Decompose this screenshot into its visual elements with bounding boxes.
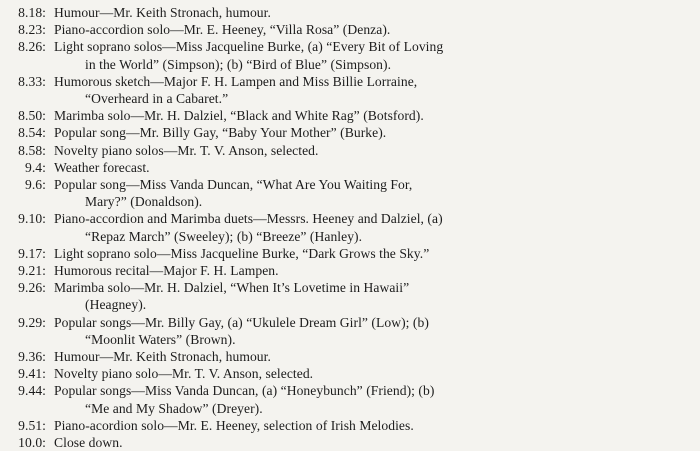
entry-time: 9.29: [18, 314, 46, 330]
schedule-entry [8, 348, 692, 365]
entry-line: Close down. [54, 435, 123, 451]
entry-description [54, 417, 692, 434]
entry-description [54, 279, 692, 313]
entry-description [54, 210, 692, 244]
entry-time: 9.26: [18, 280, 46, 296]
schedule-entry [8, 245, 692, 262]
entry-description [54, 365, 692, 382]
entry-line: Piano-accordion solo—Mr. E. Heeney, “Villa Rosa” (Denza). [54, 22, 391, 38]
entry-line: Piano-acordion solo—Mr. E. Heeney, selection of Irish Melodies. [54, 417, 414, 433]
schedule-entry [8, 21, 692, 38]
schedule-entry [8, 73, 692, 107]
schedule-entry [8, 4, 692, 21]
schedule-entry [8, 176, 692, 210]
schedule-entry [8, 210, 692, 244]
entry-line: Marimba solo—Mr. H. Dalziel, “Black and White Rag” (Botsford). [54, 108, 424, 124]
schedule-entry [8, 159, 692, 176]
entry-line: Novelty piano solo—Mr. T. V. Anson, selected. [54, 366, 314, 382]
entry-line: Popular songs—Mr. Billy Gay, (a) “Ukulele Dream Girl” (Low); (b) [54, 314, 429, 330]
entry-line: Humour—Mr. Keith Stronach, humour. [54, 349, 271, 365]
entry-continuation-line: Mary?” (Donaldson). [85, 194, 203, 210]
entry-time: 8.26: [18, 39, 46, 55]
schedule-entry [8, 434, 692, 451]
entry-description [54, 124, 692, 141]
entry-continuation-line: “Overheard in a Cabaret.” [85, 91, 229, 107]
entry-description [54, 434, 692, 451]
entry-description [54, 262, 692, 279]
entry-time: 9.6: [25, 177, 46, 193]
entry-continuation-line: “Moonlit Waters” (Brown). [85, 331, 236, 347]
entry-time: 8.50: [18, 108, 46, 124]
entry-line: Humorous recital—Major F. H. Lampen. [54, 263, 279, 279]
schedule-entry [8, 365, 692, 382]
entry-continuation-line: in the World” (Simpson); (b) “Bird of Blue” (Simpson). [85, 56, 392, 72]
entry-time: 9.36: [18, 349, 46, 365]
entry-description [54, 245, 692, 262]
entry-description [54, 73, 692, 107]
schedule-entry [8, 107, 692, 124]
entry-continuation-line: “Me and My Shadow” (Dreyer). [85, 400, 263, 416]
entry-description [54, 142, 692, 159]
entry-description [54, 107, 692, 124]
entry-time: 9.21: [18, 263, 46, 279]
entry-line: Popular song—Mr. Billy Gay, “Baby Your Mother” (Burke). [54, 125, 387, 141]
entry-description [54, 382, 692, 416]
entry-time: 9.44: [18, 383, 46, 399]
entry-line: Novelty piano solos—Mr. T. V. Anson, selected. [54, 142, 319, 158]
entry-time: 8.54: [18, 125, 46, 141]
schedule-entry [8, 262, 692, 279]
entry-time: 9.10: [18, 211, 46, 227]
entry-continuation-line: (Heagney). [85, 297, 147, 313]
entry-line: Humorous sketch—Major F. H. Lampen and Miss Billie Lorraine, [54, 73, 418, 89]
entry-time: 8.33: [18, 73, 46, 89]
entry-time: 9.17: [18, 245, 46, 261]
schedule-entry [8, 279, 692, 313]
entry-description [54, 38, 692, 72]
entry-description [54, 348, 692, 365]
entry-line: Popular songs—Miss Vanda Duncan, (a) “Honeybunch” (Friend); (b) [54, 383, 435, 399]
entry-time: 8.58: [18, 142, 46, 158]
entry-time: 9.4: [25, 159, 46, 175]
entry-time: 9.51: [18, 417, 46, 433]
schedule-entry [8, 314, 692, 348]
entry-description [54, 314, 692, 348]
schedule-entry [8, 382, 692, 416]
entry-description [54, 21, 692, 38]
entry-line: Marimba solo—Mr. H. Dalziel, “When It’s Lovetime in Hawaii” [54, 280, 410, 296]
schedule-entry [8, 142, 692, 159]
entry-time: 10.0: [18, 435, 46, 451]
program-schedule [8, 4, 692, 451]
schedule-entry [8, 38, 692, 72]
entry-line: Piano-accordion and Marimba duets—Messrs. Heeney and Dalziel, (a) [54, 211, 443, 227]
entry-line: Humour—Mr. Keith Stronach, humour. [54, 5, 271, 20]
entry-time: 8.18: [18, 5, 46, 20]
entry-line: Weather forecast. [54, 159, 150, 175]
schedule-entry [8, 124, 692, 141]
entry-time: 9.41: [18, 366, 46, 382]
entry-description [54, 159, 692, 176]
schedule-entry [8, 417, 692, 434]
entry-continuation-line: “Repaz March” (Sweeley); (b) “Breeze” (Hanley). [85, 228, 363, 244]
entry-description [54, 176, 692, 210]
entry-line: Popular song—Miss Vanda Duncan, “What Are You Waiting For, [54, 177, 413, 193]
entry-line: Light soprano solos—Miss Jacqueline Burke, (a) “Every Bit of Loving [54, 39, 444, 55]
entry-time: 8.23: [18, 22, 46, 38]
entry-description [54, 4, 692, 21]
entry-line: Light soprano solo—Miss Jacqueline Burke, “Dark Grows the Sky.” [54, 245, 430, 261]
